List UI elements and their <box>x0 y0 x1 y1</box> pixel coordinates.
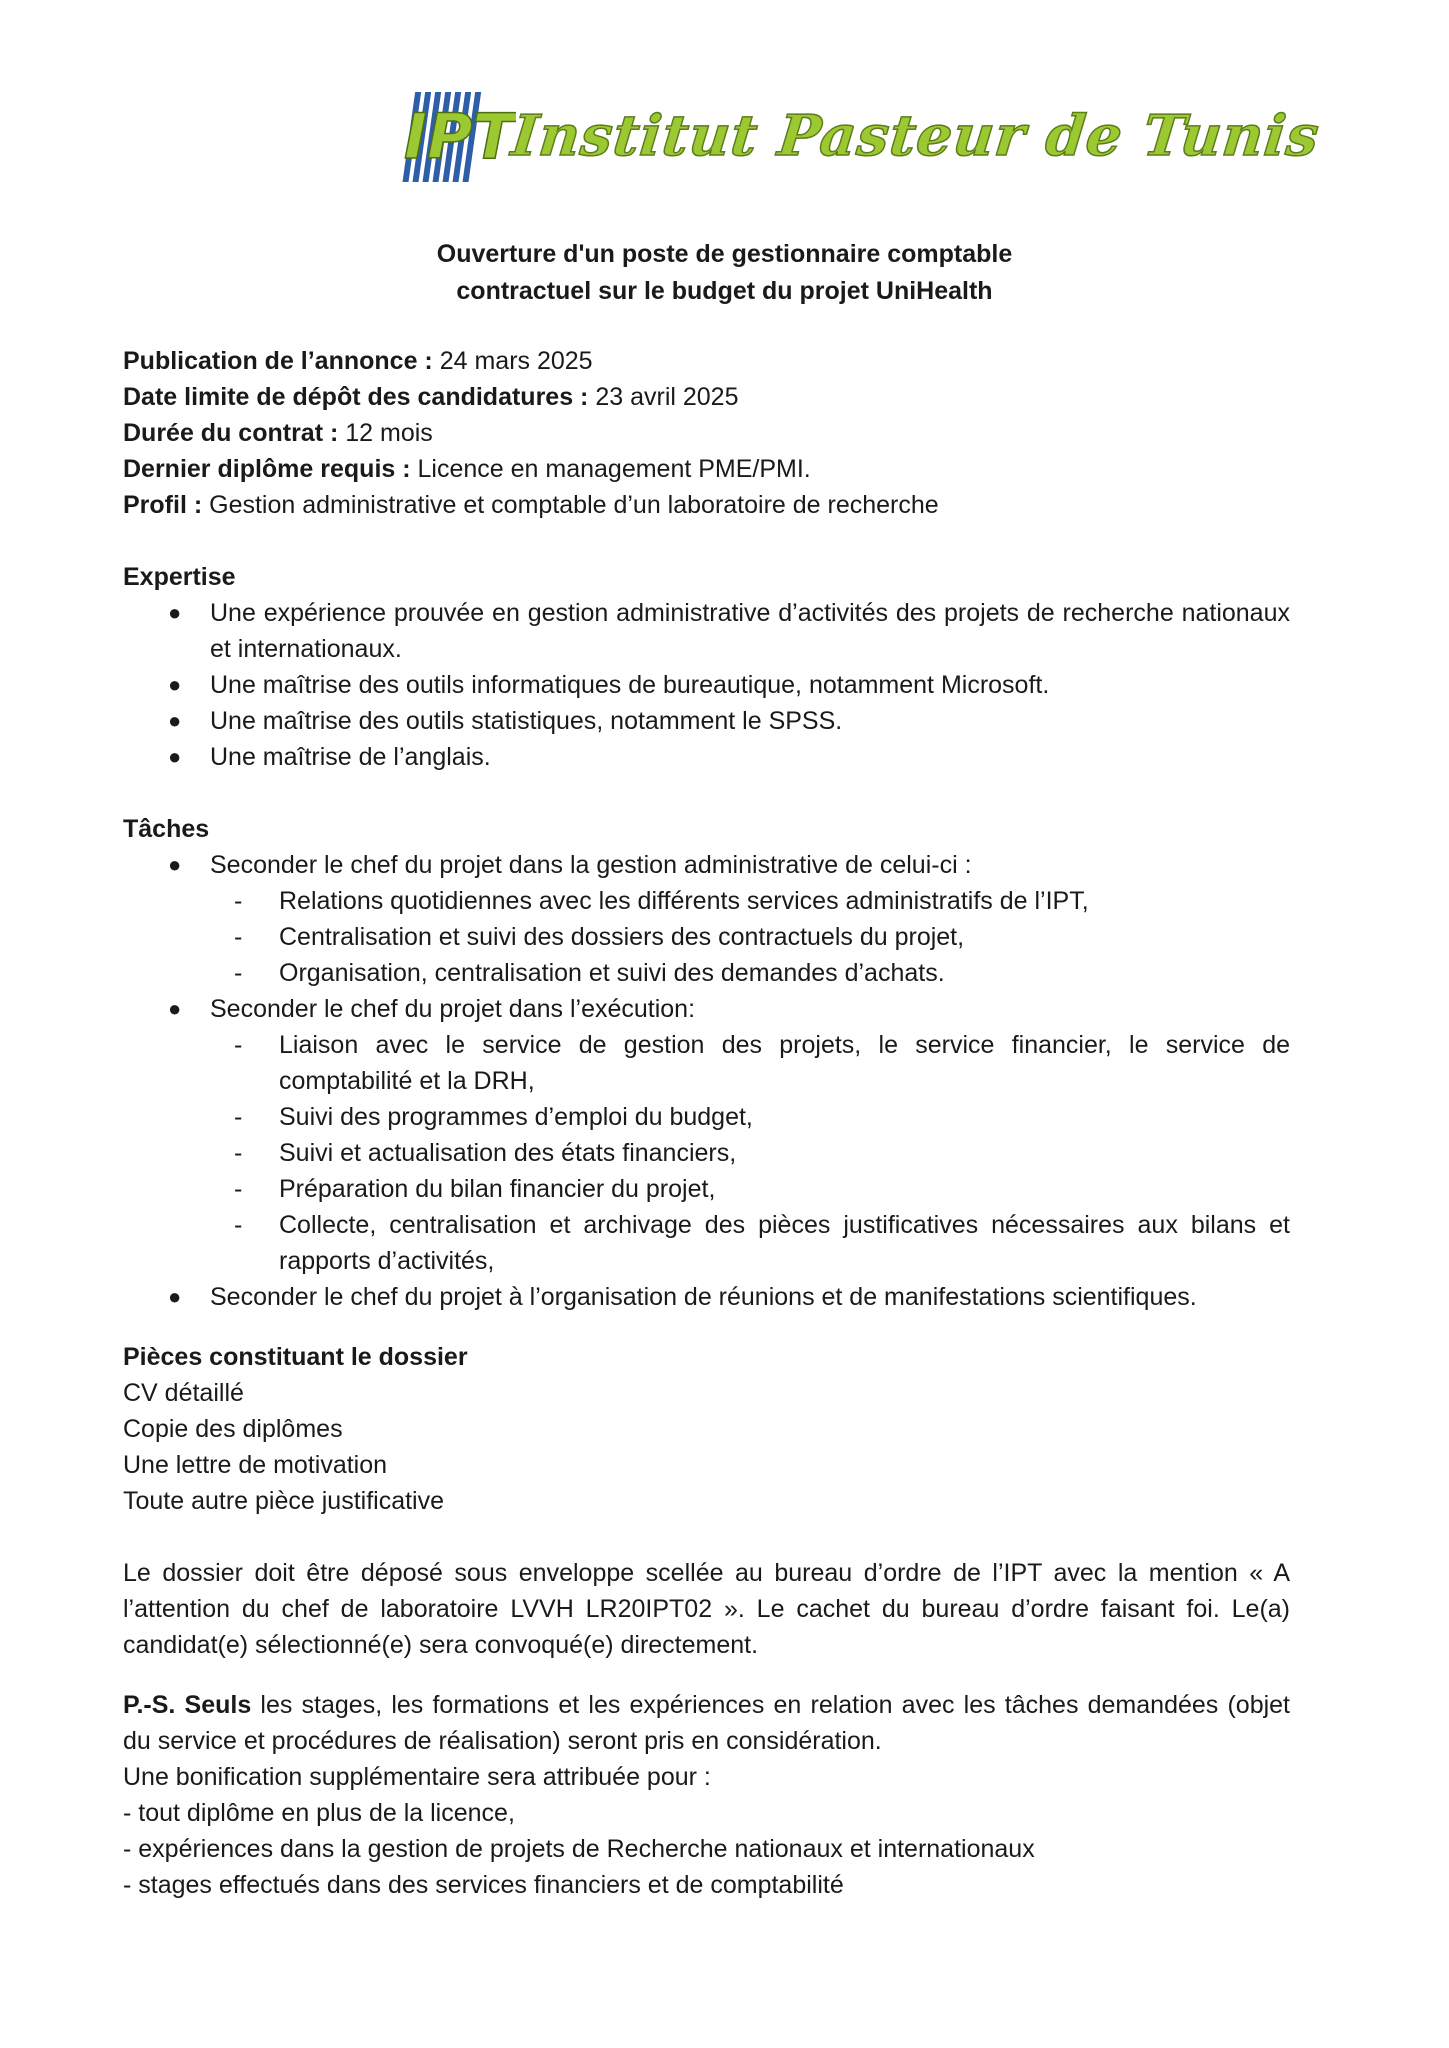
list-item: ● Une maîtrise des outils statistiques, notamment le SPSS. <box>123 703 1290 739</box>
sub-list-item: - Liaison avec le service de gestion des projets, le service financier, le service de comptabilité et la DRH, <box>210 1027 1290 1099</box>
document-title <box>0 236 1449 310</box>
ps-text: les stages, les formations et les expériences en relation avec les tâches demandées (objet du service et procédures de réalisation) seront pris en considération. <box>123 1691 1290 1755</box>
sub-list <box>210 1027 1290 1279</box>
expertise-list <box>123 595 1290 775</box>
bullet-icon: ● <box>168 1284 182 1309</box>
sub-list-item: - Préparation du bilan financier du projet, <box>210 1171 1290 1207</box>
detail-value: 24 mars 2025 <box>432 347 593 375</box>
list-item: ● Seconder le chef du projet dans la gestion administrative de celui-ci : - Relations quotidiennes avec les différents services administratifs de l’IPT, - Centralisation et suivi des dossiers des contractuels du projet, - Organisation, centralisation et suivi des demandes d’achats. <box>123 847 1290 991</box>
pieces-item: Copie des diplômes <box>123 1415 343 1443</box>
detail-duration <box>123 415 1290 451</box>
dash-icon: - <box>234 1103 243 1131</box>
ps-paragraph <box>123 1687 1290 1759</box>
sub-list-item: - Relations quotidiennes avec les différents services administratifs de l’IPT, <box>210 883 1290 919</box>
dash-icon: - <box>234 1031 243 1059</box>
detail-label: Publication de l’annonce : <box>123 347 433 375</box>
pieces-heading: Pièces constituant le dossier <box>123 1343 468 1371</box>
sub-list-item: - Collecte, centralisation et archivage des pièces justificatives nécessaires aux bilans et rapports d’activités, <box>210 1207 1290 1279</box>
dash-icon: - <box>234 1211 243 1239</box>
sub-list-item: - Suivi des programmes d’emploi du budget, <box>210 1099 1290 1135</box>
list-item: ● Seconder le chef du projet à l’organisation de réunions et de manifestations scientifiques. <box>123 1279 1290 1315</box>
detail-label: Dernier diplôme requis : <box>123 455 411 483</box>
expertise-heading: Expertise <box>123 563 236 591</box>
pieces-item: Toute autre pièce justificative <box>123 1487 445 1515</box>
bonus-item: - tout diplôme en plus de la licence, <box>123 1799 515 1827</box>
detail-label: Durée du contrat : <box>123 419 339 447</box>
detail-value: Licence en management PME/PMI. <box>410 455 811 483</box>
list-item: ● Une expérience prouvée en gestion administrative d’activités des projets de recherche nationaux et internationaux. <box>123 595 1290 667</box>
ipt-logo <box>396 86 1323 196</box>
detail-profile <box>123 487 1290 523</box>
pieces-item: CV détaillé <box>123 1379 244 1407</box>
detail-diploma <box>123 451 1290 487</box>
dash-icon: - <box>234 1139 243 1167</box>
detail-value: 12 mois <box>338 419 433 447</box>
list-item: ● Une maîtrise des outils informatiques de bureautique, notamment Microsoft. <box>123 667 1290 703</box>
bullet-icon: ● <box>168 744 182 769</box>
dash-icon: - <box>234 887 243 915</box>
taches-heading: Tâches <box>123 815 210 843</box>
bonus-item: - expériences dans la gestion de projets de Recherche nationaux et internationaux <box>123 1835 1035 1863</box>
title-line-1: Ouverture d'un poste de gestionnaire comptable <box>436 240 1013 268</box>
detail-label: Profil : <box>123 491 203 519</box>
sub-list <box>210 883 1290 991</box>
dash-icon: - <box>234 923 243 951</box>
depot-paragraph: Le dossier doit être déposé sous enveloppe scellée au bureau d’ordre de l’IPT avec la mention « A l’attention du chef de laboratoire LVVH LR20IPT02 ». Le cachet du bureau d’ordre faisant foi. Le(a) candidat(e) sélectionné(e) sera convoqué(e) directement. <box>123 1559 1290 1659</box>
sub-list-item: - Organisation, centralisation et suivi des demandes d’achats. <box>210 955 1290 991</box>
taches-list <box>123 847 1290 1315</box>
bonus-intro: Une bonification supplémentaire sera attribuée pour : <box>123 1763 711 1791</box>
detail-value: 23 avril 2025 <box>588 383 739 411</box>
title-line-2: contractuel sur le budget du projet UniHealth <box>456 277 993 305</box>
bullet-icon: ● <box>168 996 182 1021</box>
ps-label: P.-S. Seuls <box>123 1691 252 1719</box>
bonus-item: - stages effectués dans des services financiers et de comptabilité <box>123 1871 844 1899</box>
bullet-icon: ● <box>168 600 182 625</box>
sub-list-item: - Centralisation et suivi des dossiers des contractuels du projet, <box>210 919 1290 955</box>
detail-publication <box>123 343 1290 379</box>
detail-label: Date limite de dépôt des candidatures : <box>123 383 589 411</box>
list-item: ● Seconder le chef du projet dans l’exécution: - Liaison avec le service de gestion des projets, le service financier, le service de comptabilité et la DRH, - Suivi des programmes d’emploi du budget, - Suivi et actualisation des états financiers, - Préparation du bilan financier du projet, - Collecte, centralisation et archivage des pièces justificatives nécessaires aux bilans et rapports d’activités, <box>123 991 1290 1279</box>
ipt-logo-mark <box>396 86 516 196</box>
detail-value: Gestion administrative et comptable d’un laboratoire de recherche <box>202 491 939 519</box>
list-item: ● Une maîtrise de l’anglais. <box>123 739 1290 775</box>
bullet-icon: ● <box>168 708 182 733</box>
document-body <box>123 343 1290 1903</box>
ipt-logo-abbrev: IPT <box>404 100 515 173</box>
detail-deadline <box>123 379 1290 415</box>
bullet-icon: ● <box>168 852 182 877</box>
dash-icon: - <box>234 1175 243 1203</box>
pieces-item: Une lettre de motivation <box>123 1451 388 1479</box>
dash-icon: - <box>234 959 243 987</box>
details-block <box>123 343 1290 523</box>
bullet-icon: ● <box>168 672 182 697</box>
ipt-logo-name: Institut Pasteur de Tunis <box>508 103 1323 169</box>
sub-list-item: - Suivi et actualisation des états financiers, <box>210 1135 1290 1171</box>
